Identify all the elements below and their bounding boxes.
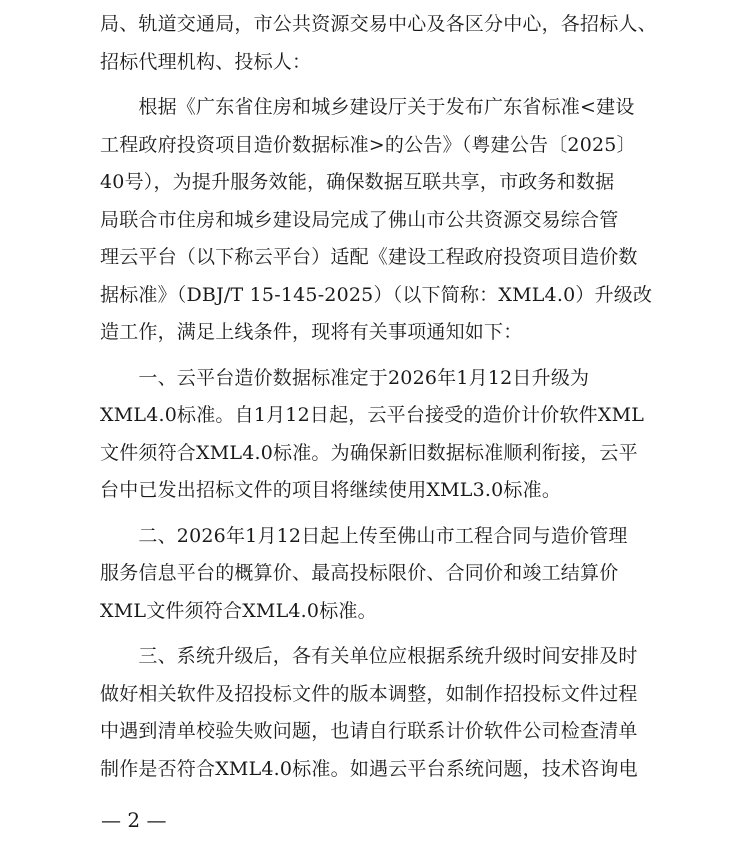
text-line: 二、2026年1月12日起上传至佛山市工程合同与造价管理	[100, 524, 628, 547]
paragraph-recipients	[100, 6, 675, 81]
document-body	[100, 6, 675, 788]
text-line: 工程政府投资项目造价数据标准>的公告》（粤建公告〔2025〕	[100, 133, 636, 156]
text-line: 三、系统升级后，各有关单位应根据系统升级时间安排及时	[100, 645, 638, 667]
text-line: 制作是否符合XML4.0标准。如遇云平台系统问题，技术咨询电	[100, 757, 638, 780]
paragraph-item-1	[100, 360, 675, 510]
text-line: 文件须符合XML4.0标准。为确保新旧数据标准顺利衔接，云平	[100, 441, 638, 464]
text-line: 理云平台（以下称云平台）适配《建设工程政府投资项目造价数	[100, 246, 638, 268]
paragraph-item-3	[100, 638, 675, 788]
text-line: 一、云平台造价数据标准定于2026年1月12日升级为	[100, 366, 590, 389]
text-line: XML文件须符合XML4.0标准。	[100, 599, 377, 622]
text-line: 中遇到清单校验失败问题，也请自行联系计价软件公司检查清单	[100, 720, 638, 742]
text-line: 招标代理机构、投标人：	[100, 50, 312, 73]
text-line: 局联合市住房和城乡建设局完成了佛山市公共资源交易综合管	[100, 208, 619, 231]
text-line: 做好相关软件及招投标文件的版本调整，如制作招投标文件过程	[100, 682, 638, 705]
page-number: — 2 —	[101, 808, 167, 832]
paragraph-intro	[100, 89, 675, 352]
text-line: 造工作，满足上线条件，现将有关事项通知如下：	[100, 321, 523, 343]
paragraph-item-2	[100, 518, 675, 631]
text-line: 根据《广东省住房和城乡建设厅关于发布广东省标准<建设	[100, 96, 635, 118]
text-line: 服务信息平台的概算价、最高投标限价、合同价和竣工结算价	[100, 562, 619, 584]
text-line: 局、轨道交通局，市公共资源交易中心及各区分中心，各招标人、	[100, 13, 657, 35]
text-line: 40号），为提升服务效能，确保数据互联共享，市政务和数据	[100, 171, 615, 193]
text-line: 据标准》（DBJ/T 15-145-2025）（以下简称：XML4.0）升级改	[100, 283, 653, 306]
text-line: 台中已发出招标文件的项目将继续使用XML3.0标准。	[100, 479, 562, 501]
text-line: XML4.0标准。自1月12日起，云平台接受的造价计价软件XML	[100, 404, 645, 426]
